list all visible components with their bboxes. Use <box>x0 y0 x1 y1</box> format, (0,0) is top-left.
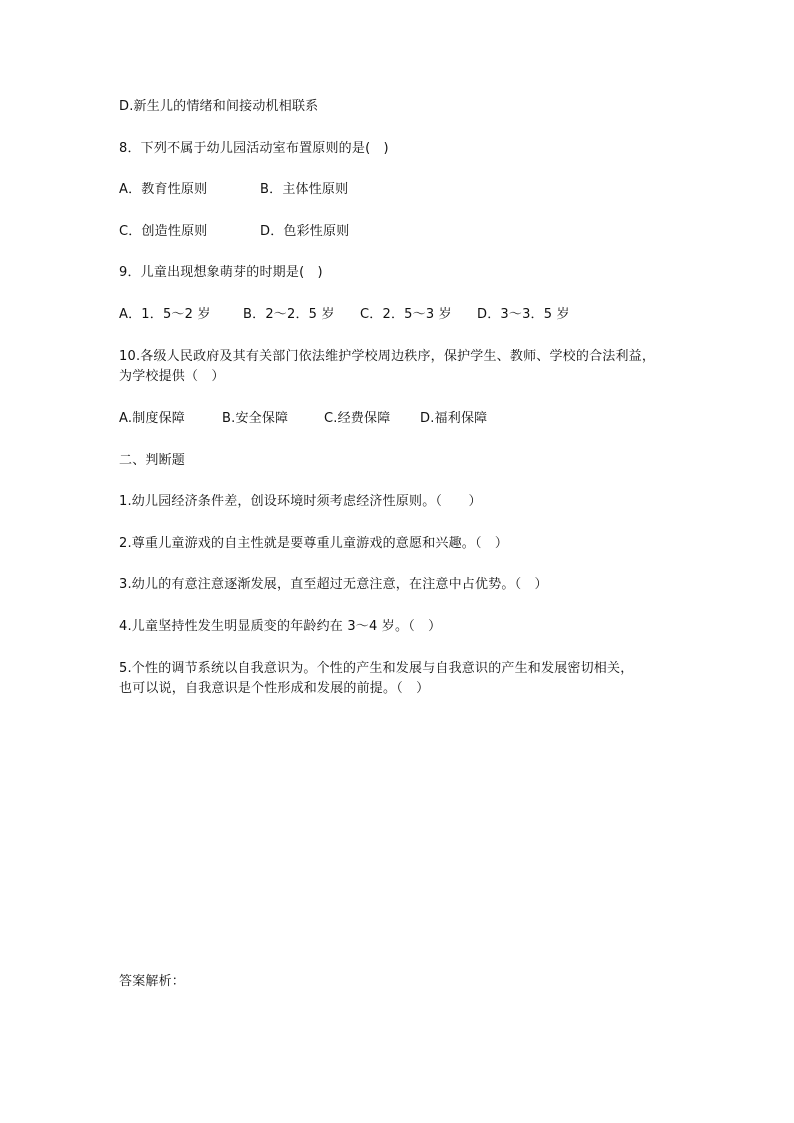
q8-option-b: B．主体性原则 <box>260 182 349 197</box>
judgment-item-1: 1.幼儿园经济条件差，创设环境时须考虑经济性原则。（ ） <box>119 494 482 509</box>
q8-options-row1 <box>119 180 348 200</box>
judgment-item-5-line1: 5.个性的调节系统以自我意识为。个性的产生和发展与自我意识的产生和发展密切相关， <box>119 661 634 676</box>
q10-stem-line2: 为学校提供（ ） <box>119 369 225 384</box>
q8-option-c: C．创造性原则 <box>119 224 208 239</box>
q9-stem: 9．儿童出现想象萌芽的时期是( ) <box>119 265 323 280</box>
judgment-item-3: 3.幼儿的有意注意逐渐发展，直至超过无意注意，在注意中占优势。（ ） <box>119 577 548 592</box>
q9-option-c: C．2．5～3 岁 <box>360 307 452 322</box>
judgment-item-2: 2.尊重儿童游戏的自主性就是要尊重儿童游戏的意愿和兴趣。（ ） <box>119 536 509 551</box>
section-title-judgment: 二、判断题 <box>119 453 186 468</box>
q8-option-a: A．教育性原则 <box>119 182 208 197</box>
answers-heading: 答案解析： <box>119 974 186 989</box>
judgment-item-5-line2: 也可以说，自我意识是个性形成和发展的前提。（ ） <box>119 681 430 696</box>
q9-option-a: A．1．5～2 岁 <box>119 307 211 322</box>
q8-stem: 8．下列不属于幼儿园活动室布置原则的是( ) <box>119 141 389 156</box>
q9-option-b: B．2～2．5 岁 <box>243 307 335 322</box>
q7-option-d: D.新生儿的情绪和间接动机相联系 <box>119 99 319 114</box>
q10-option-d: D.福利保障 <box>420 411 488 426</box>
q10-option-a: A.制度保障 <box>119 411 185 426</box>
q8-options-row2 <box>119 222 349 242</box>
judgment-item-4: 4.儿童坚持性发生明显质变的年龄约在 3～4 岁。（ ） <box>119 619 442 634</box>
q9-option-d: D．3～3．5 岁 <box>477 307 570 322</box>
q10-option-c: C.经费保障 <box>324 411 391 426</box>
q10-options-row <box>119 409 487 429</box>
q8-option-d: D．色彩性原则 <box>260 224 350 239</box>
q9-options-row <box>119 305 570 325</box>
q10-stem-line1: 10.各级人民政府及其有关部门依法维护学校周边秩序，保护学生、教师、学校的合法利益， <box>119 349 656 364</box>
q10-option-b: B.安全保障 <box>222 411 289 426</box>
